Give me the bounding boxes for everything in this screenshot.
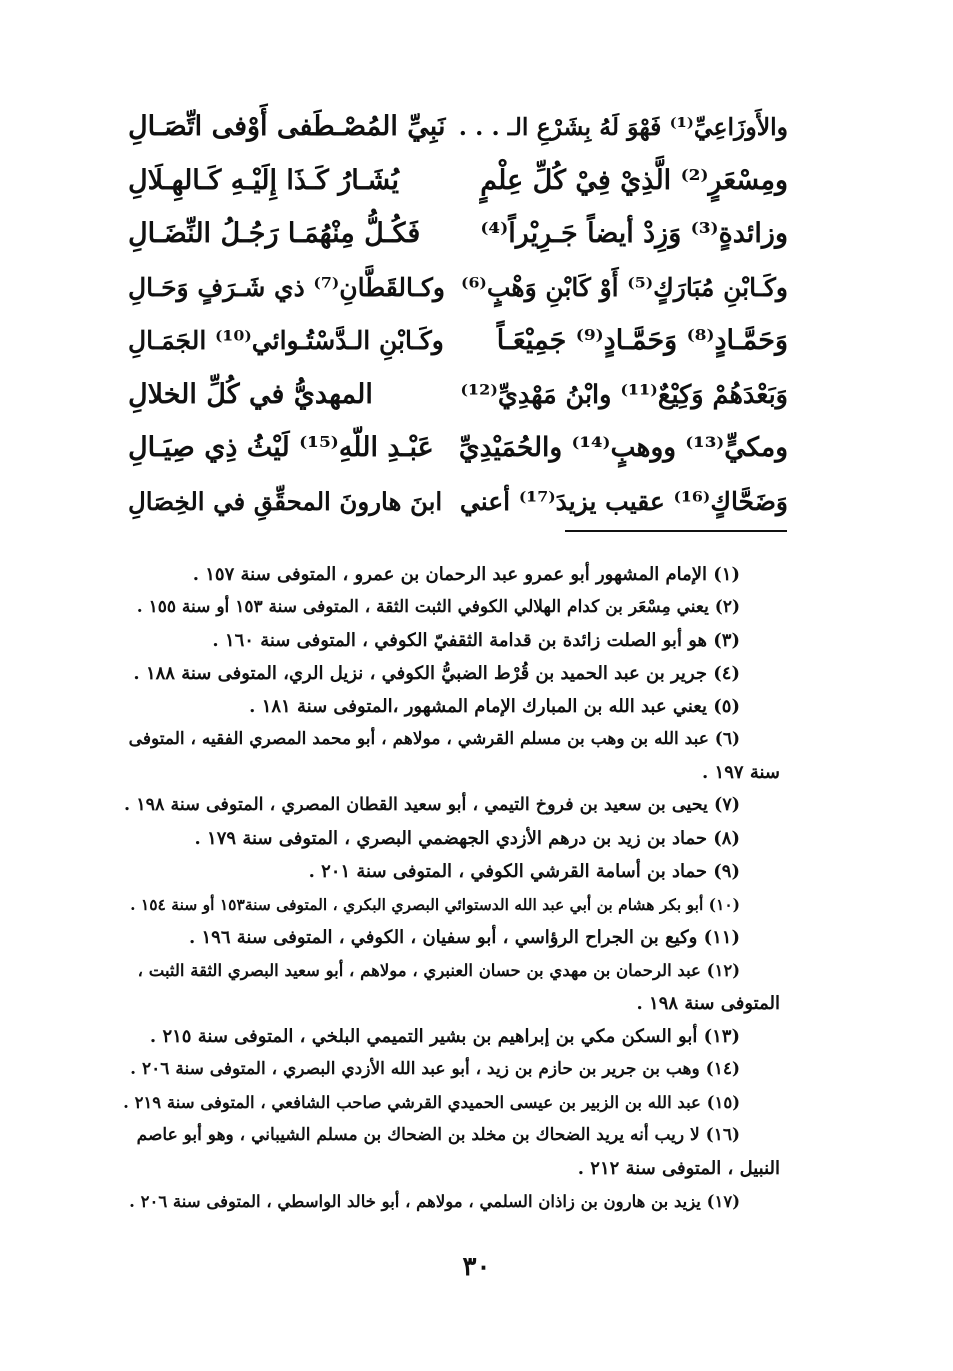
footnote: (٣) هو أبو الصلت زائدة بن قدامة الثقفيّ الكوفي ، المتوفى سنة ١٦٠ . xyxy=(212,630,740,651)
footnote: (١٠) أبو بكر هشام بن أبي عبد الله الدستوائي البصري البكري ، المتوفى سنة١٥٣ أو سنة ١٥٤ . xyxy=(130,895,740,914)
footnote: (١) الإمام المشهور أبو عمرو عبد الرحمان بن عمرو ، المتوفى سنة ١٥٧ . xyxy=(192,564,740,585)
footnote-continuation: المتوفى سنة ١٩٨ . xyxy=(636,993,780,1014)
footnote: (١٦) لا ريب أنه يريد الضحاك بن مخلد بن الضحاك بن مسلم الشيباني ، وهو أبو عاصم xyxy=(136,1125,740,1145)
verse-first-hemistich: وزائدةٍ⁽³⁾ وَزِدْ أيضاً جَـرِيْراً⁽⁴⁾ xyxy=(480,218,788,249)
footnote: (١٢) عبد الرحمان بن مهدي بن حسان العنبري ، مولاهم ، أبو سعيد البصري الثقة الثبت ، xyxy=(137,961,740,980)
verse-second-hemistich: وكَـابْنِ الـدَّسْتُـوائي⁽¹⁰⁾ الجَمَـالِ xyxy=(128,326,444,355)
verse-first-hemistich: وكَـابْنِ مُبَارَكٍ⁽⁵⁾ أَوْ كَابْنِ وَهْبٍ⁽⁶⁾ xyxy=(461,272,788,302)
verse-second-hemistich: نَبِيِّ المُصْـطَفى أَوْفى اتِّصَـالِ xyxy=(128,111,446,142)
verse xyxy=(128,154,788,208)
footnotes xyxy=(120,558,780,1218)
footnote: (١٤) وهب بن جرير بن حازم بن زيد ، أبو عبد الله الأزدي البصري ، المتوفى سنة ٢٠٦ . xyxy=(130,1059,740,1079)
verse xyxy=(128,314,788,368)
verse-first-hemistich: وَضَحَّاكٍ⁽¹⁶⁾ عقيب يزيدَ⁽¹⁷⁾ أعني xyxy=(459,486,788,516)
footnote: (٦) عبد الله بن وهب بن مسلم القرشي ، مولاهم ، أبو محمد المصري الفقيه ، المتوفى xyxy=(128,729,740,749)
footnote: (٢) يعني مِسْعَر بن كدام الهلالي الكوفي الثبت الثقة ، المتوفى سنة ١٥٣ أو سنة ١٥٥ . xyxy=(136,597,740,617)
footnote: (١١) وكيع بن الجراح الرؤاسي ، أبو سفيان ، الكوفي ، المتوفى سنة ١٩٦ . xyxy=(188,927,740,948)
verse-second-hemistich: ابنَ هارونَ المحقِّقِ في الخِصَالِ xyxy=(128,486,443,516)
footnote: (٤) جرير بن عبد الحميد بن قُرْط الضبيُّ الكوفي ، نزيل الري، المتوفى سنة ١٨٨ . xyxy=(133,663,740,684)
verse xyxy=(128,207,788,261)
verse xyxy=(128,475,788,529)
verse xyxy=(128,421,788,475)
verse-second-hemistich: عَبْـدِ اللّهِ⁽¹⁵⁾ لَيْثُ ذِي صِيَـالِ xyxy=(128,432,434,463)
footnote: (٨) حماد بن زيد بن درهم الأزدي الجهضمي البصري ، المتوفى سنة ١٧٩ . xyxy=(194,828,740,849)
verse-second-hemistich: يُشَـارُ كَـذَا إِلَيْـهِ كَـالهِـلَالِ xyxy=(128,164,399,196)
verse-first-hemistich: وَبَعْدَهُمْ وَكِيْعٌ⁽¹¹⁾ وابْنُ مَهْدِيِّ⁽¹²⁾ xyxy=(460,379,788,410)
verse-second-hemistich: المهديُّ في كُلِّ الخلالِ xyxy=(128,378,373,410)
verse-second-hemistich: فَكُـلُّ مِنْهُمَـا رَجُـلُ النِّضَـالِ xyxy=(128,218,421,249)
verse xyxy=(128,100,788,154)
footnote: (١٥) عبد الله بن الزبير بن عيسى الحميدي القرشي صاحب الشافعي ، المتوفى سنة ٢١٩ . xyxy=(123,1093,740,1112)
footnote-continuation: سنة ١٩٧ . xyxy=(702,762,780,783)
footnote: (٧) يحيى بن سعيد بن فروخ التيمي ، أبو سعيد القطان المصري ، المتوفى سنة ١٩٨ . xyxy=(124,795,740,815)
verse-first-hemistich: ومكيٍّ⁽¹³⁾ ووهبٍ⁽¹⁴⁾ والحُمَيْدِيِّ xyxy=(458,432,788,463)
verse-first-hemistich: وَحَمَّـادٍ⁽⁸⁾ وَحَمَّـادٍ⁽⁹⁾ جَمِيْعَـاً xyxy=(496,325,788,356)
footnote: (٥) يعني عبد الله بن المبارك الإمام المشهور ،المتوفى سنة ١٨١ . xyxy=(249,696,740,717)
verse-first-hemistich: ومِسْعَرٍ⁽²⁾ الَّذِيْ فِيْ كُلِّ عِلْمٍ xyxy=(480,164,788,196)
poem xyxy=(128,100,788,528)
page-number: ٣٠ xyxy=(462,1252,491,1282)
footnote: (٩) حماد بن أسامة القرشي الكوفي ، المتوفى سنة ٢٠١ . xyxy=(308,861,740,882)
verse-first-hemistich: والأَوزَاعِيِّ⁽¹⁾ فَهْوَ لَهُ بِشَرْعِ الـ . . . xyxy=(458,113,788,141)
footnote-continuation: النبيل ، المتوفى سنة ٢١٢ . xyxy=(577,1158,780,1179)
verse xyxy=(128,368,788,422)
footnote-separator xyxy=(565,530,787,532)
footnote: (١٣) أبو السكن مكي بن إبراهيم بن بشير التميمي البلخي ، المتوفى سنة ٢١٥ . xyxy=(149,1026,740,1047)
verse-second-hemistich: وكـالقَطَّانِ⁽⁷⁾ ذي شَـرَفٍ وَحَـالِ xyxy=(128,272,445,302)
verse xyxy=(128,261,788,315)
footnote: (١٧) يزيد بن هارون بن زاذان السلمي ، مولاهم ، أبو خالد الواسطي ، المتوفى سنة ٢٠٦ . xyxy=(129,1192,740,1211)
